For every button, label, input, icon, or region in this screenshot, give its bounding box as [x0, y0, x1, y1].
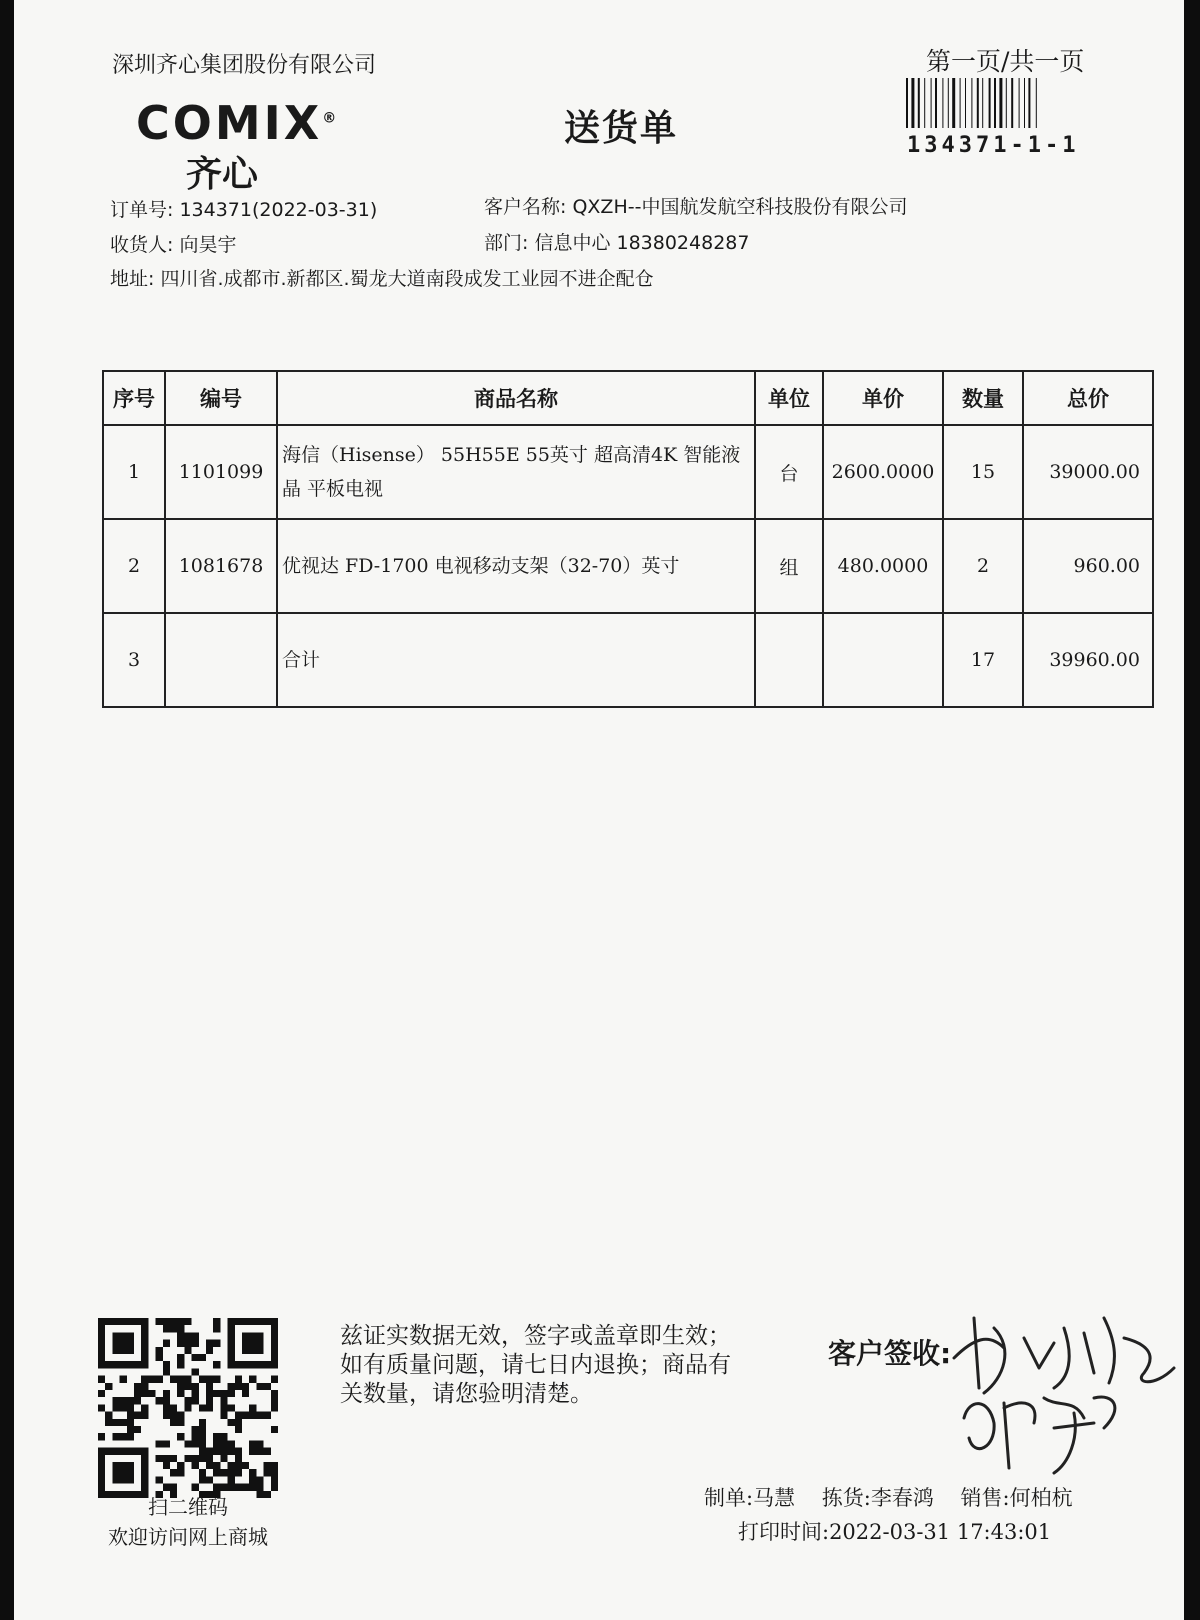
company-name: 深圳齐心集团股份有限公司 [112, 53, 377, 78]
header-qty: 数量 [943, 371, 1023, 425]
table-row [103, 519, 1153, 613]
header-unit: 单位 [755, 371, 823, 425]
customer-sign-label: 客户签收: [828, 1337, 952, 1370]
row-seq: 2 [103, 519, 165, 613]
table-row-total [103, 613, 1153, 707]
row-total: 960.00 [1023, 519, 1153, 613]
row-code: 1081678 [165, 519, 277, 613]
row-price: 480.0000 [823, 519, 943, 613]
row-unit: 组 [755, 519, 823, 613]
document-title: 送货单 [564, 108, 679, 149]
row-total: 39000.00 [1023, 425, 1153, 519]
qr-caption: 扫二维码 欢迎访问网上商城 [108, 1495, 268, 1549]
row-qty: 17 [943, 613, 1023, 707]
sales: 销售:何柏杭 [960, 1486, 1073, 1510]
header-name: 商品名称 [277, 371, 755, 425]
row-qty: 15 [943, 425, 1023, 519]
notice-text: 兹证实数据无效，签字或盖章即生效；如有质量问题，请七日内退换；商品有关数量，请您验明清楚。 [340, 1323, 731, 1407]
header-seq: 序号 [103, 371, 165, 425]
order-number: 订单号: 134371(2022-03-31) [110, 199, 378, 221]
print-time: 打印时间:2022-03-31 17:43:01 [738, 1520, 1052, 1544]
receiver: 收货人: 向昊宇 [110, 234, 237, 256]
header-code: 编号 [165, 371, 277, 425]
page-info: 第一页/共一页 [926, 47, 1085, 76]
picker: 拣货:李春鸿 [821, 1486, 934, 1510]
table-row [103, 425, 1153, 519]
barcode-number: 134371-1-1 [907, 133, 1080, 158]
logo-english: COMIX® [136, 96, 340, 150]
signature-icon [944, 1298, 1194, 1478]
logo-chinese: 齐心 [186, 154, 259, 195]
row-code: 1101099 [165, 425, 277, 519]
header-total: 总价 [1023, 371, 1153, 425]
row-code [165, 613, 277, 707]
barcode-icon [904, 78, 1104, 128]
department: 部门: 信息中心 18380248287 [484, 232, 750, 254]
row-price: 2600.0000 [823, 425, 943, 519]
row-qty: 2 [943, 519, 1023, 613]
row-price [823, 613, 943, 707]
row-name: 海信（Hisense） 55H55E 55英寸 超高清4K 智能液晶 平板电视 [277, 425, 755, 519]
table-header-row [103, 371, 1153, 425]
row-seq: 1 [103, 425, 165, 519]
row-unit: 台 [755, 425, 823, 519]
row-name: 合计 [277, 613, 755, 707]
row-unit [755, 613, 823, 707]
staff-info [704, 1482, 1093, 1512]
address: 地址: 四川省.成都市.新都区.蜀龙大道南段成发工业园不进企配仓 [110, 268, 654, 290]
qr-code-icon[interactable] [98, 1318, 278, 1498]
row-total: 39960.00 [1023, 613, 1153, 707]
delivery-note-paper [14, 0, 1184, 1620]
maker: 制单:马慧 [704, 1486, 796, 1510]
row-seq: 3 [103, 613, 165, 707]
customer-name: 客户名称: QXZH--中国航发航空科技股份有限公司 [484, 196, 908, 218]
items-table [102, 370, 1154, 708]
row-name: 优视达 FD-1700 电视移动支架（32-70）英寸 [277, 519, 755, 613]
header-price: 单价 [823, 371, 943, 425]
